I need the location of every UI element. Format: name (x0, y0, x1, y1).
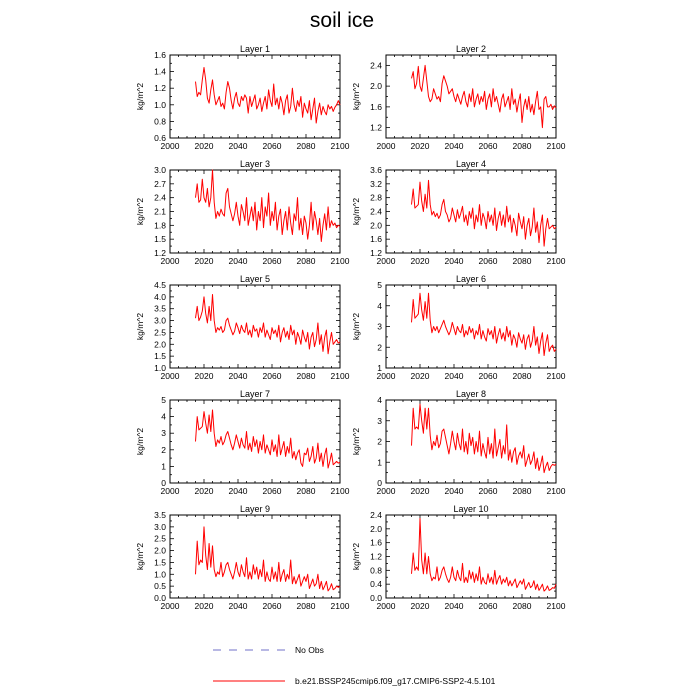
y-tick-label: 0.8 (370, 565, 382, 576)
plot-frame (386, 515, 556, 598)
y-tick-label: 3.0 (154, 165, 166, 175)
y-tick-label: 2.4 (154, 192, 166, 203)
x-tick-label: 2020 (410, 256, 430, 266)
x-tick-label: 2060 (262, 371, 282, 381)
x-tick-label: 2000 (376, 141, 396, 151)
y-tick-label: 0.4 (370, 579, 382, 590)
y-tick-label: 2 (377, 436, 382, 447)
panel-layer-10 (351, 504, 566, 611)
y-tick-label: 1.5 (154, 351, 166, 362)
x-tick-label: 2060 (262, 256, 282, 266)
panel-layer-3 (135, 159, 350, 266)
x-tick-label: 2040 (444, 141, 464, 151)
panel-title: Layer 3 (239, 159, 271, 169)
y-tick-label: 1.6 (154, 50, 166, 60)
x-tick-label: 2060 (478, 141, 498, 151)
y-tick-label: 1 (161, 461, 166, 472)
panel-title: Layer 9 (239, 504, 271, 514)
x-tick-label: 2020 (410, 141, 430, 151)
y-tick-label: 1.2 (370, 122, 382, 133)
x-tick-label: 2100 (330, 141, 350, 151)
y-tick-label: 2.4 (370, 60, 382, 71)
x-tick-label: 2100 (330, 256, 350, 266)
series-line-layer-10 (412, 518, 557, 591)
panel-title: Layer 10 (453, 504, 489, 514)
y-tick-label: 2.1 (154, 206, 166, 217)
x-tick-label: 2000 (160, 486, 180, 496)
y-tick-label: 4.0 (154, 291, 166, 302)
legend-label-simulation: b.e21.BSSP245cmip6.f09_g17.CMIP6-SSP2-4.5.101 (295, 676, 496, 686)
y-axis-label: kg/m^2 (135, 197, 145, 226)
series-line-layer-9 (196, 527, 341, 591)
panel-title: Layer 8 (455, 389, 487, 399)
x-tick-label: 2040 (444, 486, 464, 496)
x-tick-label: 2000 (376, 486, 396, 496)
panel-layer-8 (351, 389, 566, 496)
y-tick-label: 2.4 (370, 510, 382, 520)
x-tick-label: 2040 (228, 141, 248, 151)
y-tick-label: 0.0 (370, 593, 382, 603)
panel-title: Layer 4 (455, 159, 487, 169)
y-tick-label: 1.2 (154, 83, 166, 94)
y-tick-label: 1.2 (154, 248, 166, 258)
y-tick-label: 2.8 (370, 192, 382, 203)
y-tick-label: 3.5 (154, 303, 166, 314)
x-tick-label: 2100 (546, 371, 566, 381)
y-tick-label: 0 (161, 478, 166, 488)
series-line-layer-1 (196, 67, 341, 123)
y-tick-label: 3.5 (154, 510, 166, 520)
x-tick-label: 2100 (330, 486, 350, 496)
x-tick-label: 2000 (376, 256, 396, 266)
x-tick-label: 2100 (546, 486, 566, 496)
y-tick-label: 1.6 (370, 537, 382, 548)
x-tick-label: 2000 (376, 601, 396, 611)
x-tick-label: 2020 (194, 141, 214, 151)
y-tick-label: 5 (377, 280, 382, 290)
x-tick-label: 2040 (228, 601, 248, 611)
x-tick-label: 2040 (228, 371, 248, 381)
series-line-layer-4 (412, 180, 557, 246)
y-tick-label: 4 (161, 411, 166, 422)
series-line-layer-3 (196, 170, 341, 241)
y-tick-label: 3.2 (370, 178, 382, 189)
y-tick-label: 1 (377, 363, 382, 373)
y-tick-label: 2.7 (154, 178, 166, 189)
plot-frame (386, 170, 556, 253)
panel-layer-1 (135, 44, 350, 151)
y-axis-label: kg/m^2 (351, 312, 361, 341)
y-tick-label: 4 (377, 300, 382, 311)
series-line-layer-8 (412, 404, 557, 472)
y-tick-label: 1.6 (370, 101, 382, 112)
y-tick-label: 3.6 (370, 165, 382, 175)
x-tick-label: 2020 (194, 486, 214, 496)
y-tick-label: 1 (377, 457, 382, 468)
panel-title: Layer 1 (239, 44, 271, 54)
series-line-layer-5 (196, 294, 341, 353)
y-tick-label: 3.0 (154, 315, 166, 326)
y-tick-label: 5 (161, 395, 166, 405)
x-tick-label: 2100 (330, 601, 350, 611)
y-tick-label: 0.6 (154, 133, 166, 143)
x-tick-label: 2080 (296, 486, 316, 496)
y-tick-label: 0 (377, 478, 382, 488)
y-axis-label: kg/m^2 (135, 427, 145, 456)
x-tick-label: 2080 (296, 141, 316, 151)
x-tick-label: 2060 (478, 371, 498, 381)
panel-layer-4 (351, 159, 566, 266)
x-tick-label: 2060 (262, 601, 282, 611)
x-tick-label: 2000 (160, 601, 180, 611)
x-tick-label: 2040 (444, 601, 464, 611)
y-tick-label: 1.8 (154, 220, 166, 231)
legend (213, 645, 496, 686)
x-tick-label: 2060 (478, 601, 498, 611)
y-tick-label: 2.5 (154, 533, 166, 544)
y-axis-label: kg/m^2 (351, 82, 361, 111)
y-tick-label: 3 (377, 415, 382, 426)
x-tick-label: 2060 (478, 256, 498, 266)
x-tick-label: 2080 (512, 141, 532, 151)
y-tick-label: 2.0 (370, 220, 382, 231)
x-tick-label: 2080 (296, 601, 316, 611)
x-tick-label: 2020 (410, 486, 430, 496)
y-tick-label: 2.0 (154, 545, 166, 556)
y-tick-label: 1.6 (370, 234, 382, 245)
y-tick-label: 3.0 (154, 521, 166, 532)
panel-layer-6 (351, 274, 566, 381)
panel-title: Layer 2 (455, 44, 487, 54)
x-tick-label: 2000 (160, 256, 180, 266)
x-tick-label: 2040 (228, 486, 248, 496)
plot-frame (386, 55, 556, 138)
panel-layer-5 (135, 274, 350, 381)
panel-layer-2 (351, 44, 566, 151)
y-tick-label: 3 (377, 321, 382, 332)
y-tick-label: 3 (161, 428, 166, 439)
x-tick-label: 2020 (194, 601, 214, 611)
legend-label-no-obs: No Obs (295, 645, 324, 655)
x-tick-label: 2020 (410, 371, 430, 381)
x-tick-label: 2020 (410, 601, 430, 611)
panel-title: Layer 6 (455, 274, 487, 284)
x-tick-label: 2060 (262, 486, 282, 496)
y-axis-label: kg/m^2 (351, 197, 361, 226)
x-tick-label: 2000 (160, 141, 180, 151)
plot-frame (386, 285, 556, 368)
y-tick-label: 4 (377, 395, 382, 405)
x-tick-label: 2040 (444, 256, 464, 266)
x-tick-label: 2080 (512, 256, 532, 266)
y-tick-label: 4.5 (154, 280, 166, 290)
y-tick-label: 2.0 (154, 339, 166, 350)
panel-layer-7 (135, 389, 350, 496)
x-tick-label: 2080 (512, 601, 532, 611)
y-tick-label: 1.5 (154, 234, 166, 245)
x-tick-label: 2060 (478, 486, 498, 496)
y-tick-label: 2.0 (370, 523, 382, 534)
y-tick-label: 0.8 (154, 116, 166, 127)
y-tick-label: 1.0 (154, 99, 166, 110)
y-axis-label: kg/m^2 (135, 312, 145, 341)
y-axis-label: kg/m^2 (351, 427, 361, 456)
y-tick-label: 0.0 (154, 593, 166, 603)
x-tick-label: 2040 (444, 371, 464, 381)
x-tick-label: 2080 (296, 256, 316, 266)
y-tick-label: 2 (161, 444, 166, 455)
y-tick-label: 2 (377, 342, 382, 353)
y-tick-label: 2.4 (370, 206, 382, 217)
y-tick-label: 1.0 (154, 363, 166, 373)
plot-frame (170, 285, 340, 368)
x-tick-label: 2100 (330, 371, 350, 381)
series-line-layer-7 (196, 410, 341, 468)
panel-layer-9 (135, 504, 350, 611)
x-tick-label: 2080 (512, 486, 532, 496)
y-tick-label: 1.4 (154, 66, 166, 77)
y-tick-label: 1.0 (154, 569, 166, 580)
x-tick-label: 2080 (512, 371, 532, 381)
y-axis-label: kg/m^2 (135, 82, 145, 111)
x-tick-label: 2100 (546, 601, 566, 611)
panel-title: Layer 7 (239, 389, 271, 399)
x-tick-label: 2100 (546, 141, 566, 151)
x-tick-label: 2060 (262, 141, 282, 151)
y-tick-label: 2.5 (154, 327, 166, 338)
x-tick-label: 2040 (228, 256, 248, 266)
y-tick-label: 0.5 (154, 581, 166, 592)
x-tick-label: 2100 (546, 256, 566, 266)
x-tick-label: 2000 (376, 371, 396, 381)
series-line-layer-6 (412, 293, 557, 355)
x-tick-label: 2020 (194, 256, 214, 266)
series-line-layer-2 (412, 65, 557, 127)
panel-title: Layer 5 (239, 274, 271, 284)
y-tick-label: 2.0 (370, 81, 382, 92)
y-tick-label: 1.2 (370, 248, 382, 258)
y-axis-label: kg/m^2 (135, 542, 145, 571)
y-tick-label: 1.2 (370, 551, 382, 562)
y-tick-label: 1.5 (154, 557, 166, 568)
panel-grid (135, 44, 566, 611)
x-tick-label: 2080 (296, 371, 316, 381)
x-tick-label: 2000 (160, 371, 180, 381)
figure-title: soil ice (309, 9, 375, 32)
x-tick-label: 2020 (194, 371, 214, 381)
y-axis-label: kg/m^2 (351, 542, 361, 571)
